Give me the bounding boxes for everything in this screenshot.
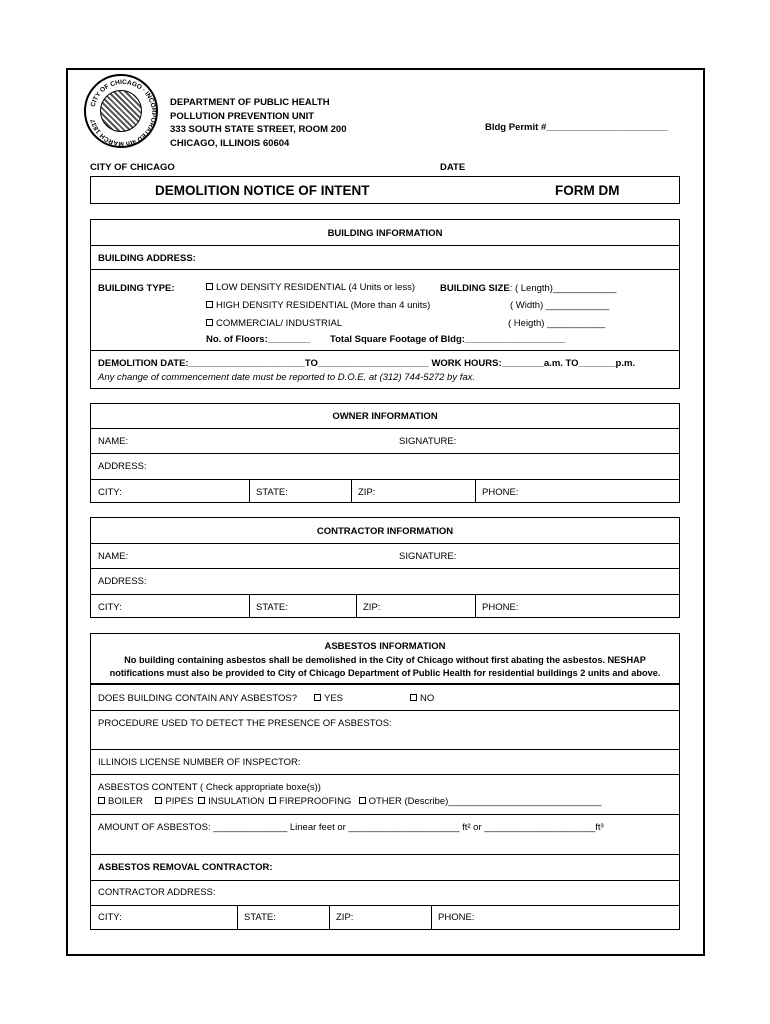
building-size-height-field[interactable]: ( Heigth) ___________ (508, 318, 606, 329)
owner-signature-field[interactable]: SIGNATURE: (399, 436, 457, 447)
option-fireproofing[interactable]: FIREPROOFING (267, 796, 351, 807)
checkbox-icon[interactable] (410, 694, 417, 701)
demolition-date-field[interactable]: DEMOLITION DATE:______________________TO_____________________ WORK HOURS:________a.m. TO_______p.m. (98, 358, 636, 369)
asbestos-no-option[interactable]: NO (408, 693, 434, 704)
option-other[interactable]: OTHER (Describe)_____________________________ (357, 796, 602, 807)
removal-state-field[interactable]: STATE: (244, 912, 276, 923)
checkbox-icon[interactable] (98, 797, 105, 804)
floors-field[interactable]: No. of Floors:________ (206, 334, 311, 345)
contractor-signature-field[interactable]: SIGNATURE: (399, 551, 457, 562)
contractor-name-field[interactable]: NAME: (98, 551, 129, 562)
removal-contractor-address-field[interactable]: CONTRACTOR ADDRESS: (98, 887, 216, 898)
dept-line-2: POLLUTION PREVENTION UNIT (170, 110, 315, 122)
contractor-phone-field[interactable]: PHONE: (482, 602, 519, 613)
asbestos-notice-line-1: No building containing asbestos shall be demolished in the City of Chicago without first abating the asbestos. NESHAP (124, 655, 646, 665)
asbestos-info-title: ASBESTOS INFORMATION (324, 641, 446, 652)
owner-info-title: OWNER INFORMATION (332, 411, 438, 422)
building-size-length-field[interactable]: BUILDING SIZE: ( Length)____________ (440, 283, 617, 294)
date-field[interactable]: DATE (440, 162, 466, 173)
commencement-note: Any change of commencement date must be reported to D.O.E. at (312) 744-5272 by fax. (98, 372, 476, 383)
checkbox-icon[interactable] (314, 694, 321, 701)
removal-contractor-field[interactable]: ASBESTOS REMOVAL CONTRACTOR: (98, 862, 273, 873)
dept-line-3: 333 SOUTH STATE STREET, ROOM 200 (170, 124, 347, 135)
total-square-footage-field[interactable]: Total Square Footage of Bldg:___________________ (330, 334, 566, 345)
form-title: DEMOLITION NOTICE OF INTENT (155, 183, 370, 198)
owner-address-field[interactable]: ADDRESS: (98, 461, 147, 472)
asbestos-content-options (96, 796, 602, 807)
checkbox-icon[interactable] (206, 283, 213, 290)
asbestos-content-label: ASBESTOS CONTENT ( Check appropriate boxe(s)) (98, 782, 321, 793)
asbestos-notice-line-2: notifications must also be provided to City of Chicago Department of Public Health for residential buildings 2 units and above. (109, 668, 661, 678)
owner-city-field[interactable]: CITY: (98, 487, 122, 498)
bldg-permit-field[interactable]: Bldg Permit #_______________________ (485, 122, 668, 133)
owner-phone-field[interactable]: PHONE: (482, 487, 519, 498)
checkbox-icon[interactable] (155, 797, 162, 804)
contractor-city-field[interactable]: CITY: (98, 602, 122, 613)
form-id: FORM DM (555, 183, 620, 198)
city-label: CITY OF CHICAGO (90, 162, 175, 173)
checkbox-icon[interactable] (269, 797, 276, 804)
option-insulation[interactable]: INSULATION (196, 796, 264, 807)
owner-zip-field[interactable]: ZIP: (358, 487, 376, 498)
removal-zip-field[interactable]: ZIP: (336, 912, 354, 923)
owner-state-field[interactable]: STATE: (256, 487, 288, 498)
department-address (170, 96, 347, 150)
detection-procedure-field[interactable]: PROCEDURE USED TO DETECT THE PRESENCE OF ASBESTOS: (98, 718, 392, 729)
building-size-width-field[interactable]: ( Width) ____________ (510, 300, 610, 311)
city-seal-icon (84, 74, 158, 148)
building-info-title: BUILDING INFORMATION (327, 228, 443, 239)
owner-name-field[interactable]: NAME: (98, 436, 129, 447)
contractor-info-title: CONTRACTOR INFORMATION (316, 526, 454, 537)
option-pipes[interactable]: PIPES (153, 796, 193, 807)
svg-text:CITY OF CHICAGO · INCORPORATED: CITY OF CHICAGO · INCORPORATED 4th MARCH 1837 (89, 78, 158, 148)
removal-phone-field[interactable]: PHONE: (438, 912, 475, 923)
contain-asbestos-question: DOES BUILDING CONTAIN ANY ASBESTOS? (98, 693, 298, 704)
contractor-address-field[interactable]: ADDRESS: (98, 576, 147, 587)
asbestos-amount-field[interactable]: AMOUNT OF ASBESTOS: ______________ Linear feet or _____________________ ft² or _____________________ft³ (98, 822, 604, 833)
building-address-field[interactable]: BUILDING ADDRESS: (98, 253, 196, 264)
asbestos-yes-option[interactable]: YES (312, 693, 343, 704)
type-low-density-option[interactable]: LOW DENSITY RESIDENTIAL (4 Units or less) (204, 282, 415, 293)
dept-line-1: DEPARTMENT OF PUBLIC HEALTH (170, 97, 330, 108)
contractor-state-field[interactable]: STATE: (256, 602, 288, 613)
type-commercial-option[interactable]: COMMERCIAL/ INDUSTRIAL (204, 318, 342, 329)
option-boiler[interactable]: BOILER (96, 796, 143, 807)
checkbox-icon[interactable] (206, 319, 213, 326)
building-type-label: BUILDING TYPE: (98, 283, 175, 294)
contractor-zip-field[interactable]: ZIP: (363, 602, 381, 613)
type-high-density-option[interactable]: HIGH DENSITY RESIDENTIAL (More than 4 units) (204, 300, 430, 311)
checkbox-icon[interactable] (198, 797, 205, 804)
removal-city-field[interactable]: CITY: (98, 912, 122, 923)
inspector-license-field[interactable]: ILLINOIS LICENSE NUMBER OF INSPECTOR: (98, 757, 301, 768)
checkbox-icon[interactable] (206, 301, 213, 308)
dept-line-4: CHICAGO, ILLINOIS 60604 (170, 137, 290, 149)
checkbox-icon[interactable] (359, 797, 366, 804)
